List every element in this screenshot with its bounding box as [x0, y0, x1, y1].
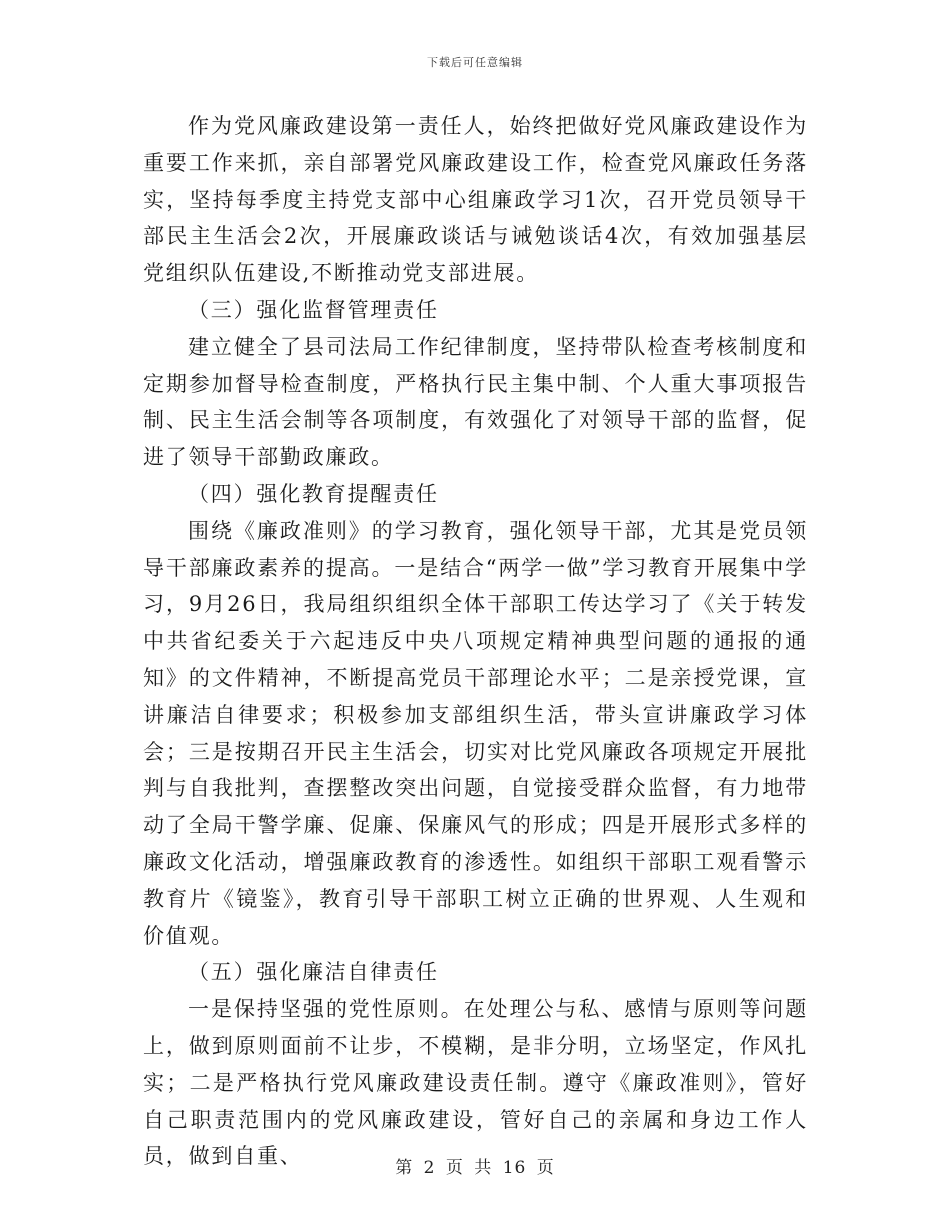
- page-header: 下载后可任意编辑: [427, 56, 523, 69]
- paragraph: 围绕《廉政准则》的学习教育，强化领导干部，尤其是党员领导干部廉政素养的提高。一是结合“两学一做”学习教育开展集中学习，9月26日，我局组织组织全体干部职工传达学习了《关于转发中共省纪委关于六起违反中央八项规定精神典型问题的通报的通知》的文件精神，不断提高党员干部理论水平；二是亲授党课，宣讲廉洁自律要求；积极参加支部组织生活，带头宣讲廉政学习体会；三是按期召开民主生活会，切实对比党风廉政各项规定开展批判与自我批判，查摆整改突出问题，自觉接受群众监督，有力地带动了全局干警学廉、促廉、保廉风气的形成；四是开展形式多样的廉政文化活动，增强廉政教育的渗透性。如组织干部职工观看警示教育片《镜鉴》，教育引导干部职工树立正确的世界观、人生观和价值观。: [143, 518, 808, 948]
- section-heading: （五）强化廉洁自律责任: [188, 960, 439, 985]
- section-heading: （四）强化教育提醒责任: [188, 481, 439, 506]
- page-number: 第 2 页 共 16 页: [395, 1158, 555, 1178]
- paragraph: 作为党风廉政建设第一责任人，始终把做好党风廉政建设作为重要工作来抓，亲自部署党风廉政建设工作，检查党风廉政任务落实，坚持每季度主持党支部中心组廉政学习1次，召开党员领导干部民主生活会2次，开展廉政谈话与诫勉谈话4次，有效加强基层党组织队伍建设,不断推动党支部进展。: [143, 114, 808, 286]
- document-body: [143, 108, 808, 1175]
- paragraph: 一是保持坚强的党性原则。在处理公与私、感情与原则等问题上，做到原则面前不让步，不模糊，是非分明，立场坚定，作风扎实；二是严格执行党风廉政建设责任制。遵守《廉政准则》，管好自己职责范围内的党风廉政建设，管好自己的亲属和身边工作人员，做到自重、: [143, 997, 808, 1169]
- paragraph: 建立健全了县司法局工作纪律制度，坚持带队检查考核制度和定期参加督导检查制度，严格执行民主集中制、个人重大事项报告制、民主生活会制等各项制度，有效强化了对领导干部的监督，促进了领导干部勤政廉政。: [143, 334, 808, 470]
- section-heading: （三）强化监督管理责任: [188, 297, 439, 322]
